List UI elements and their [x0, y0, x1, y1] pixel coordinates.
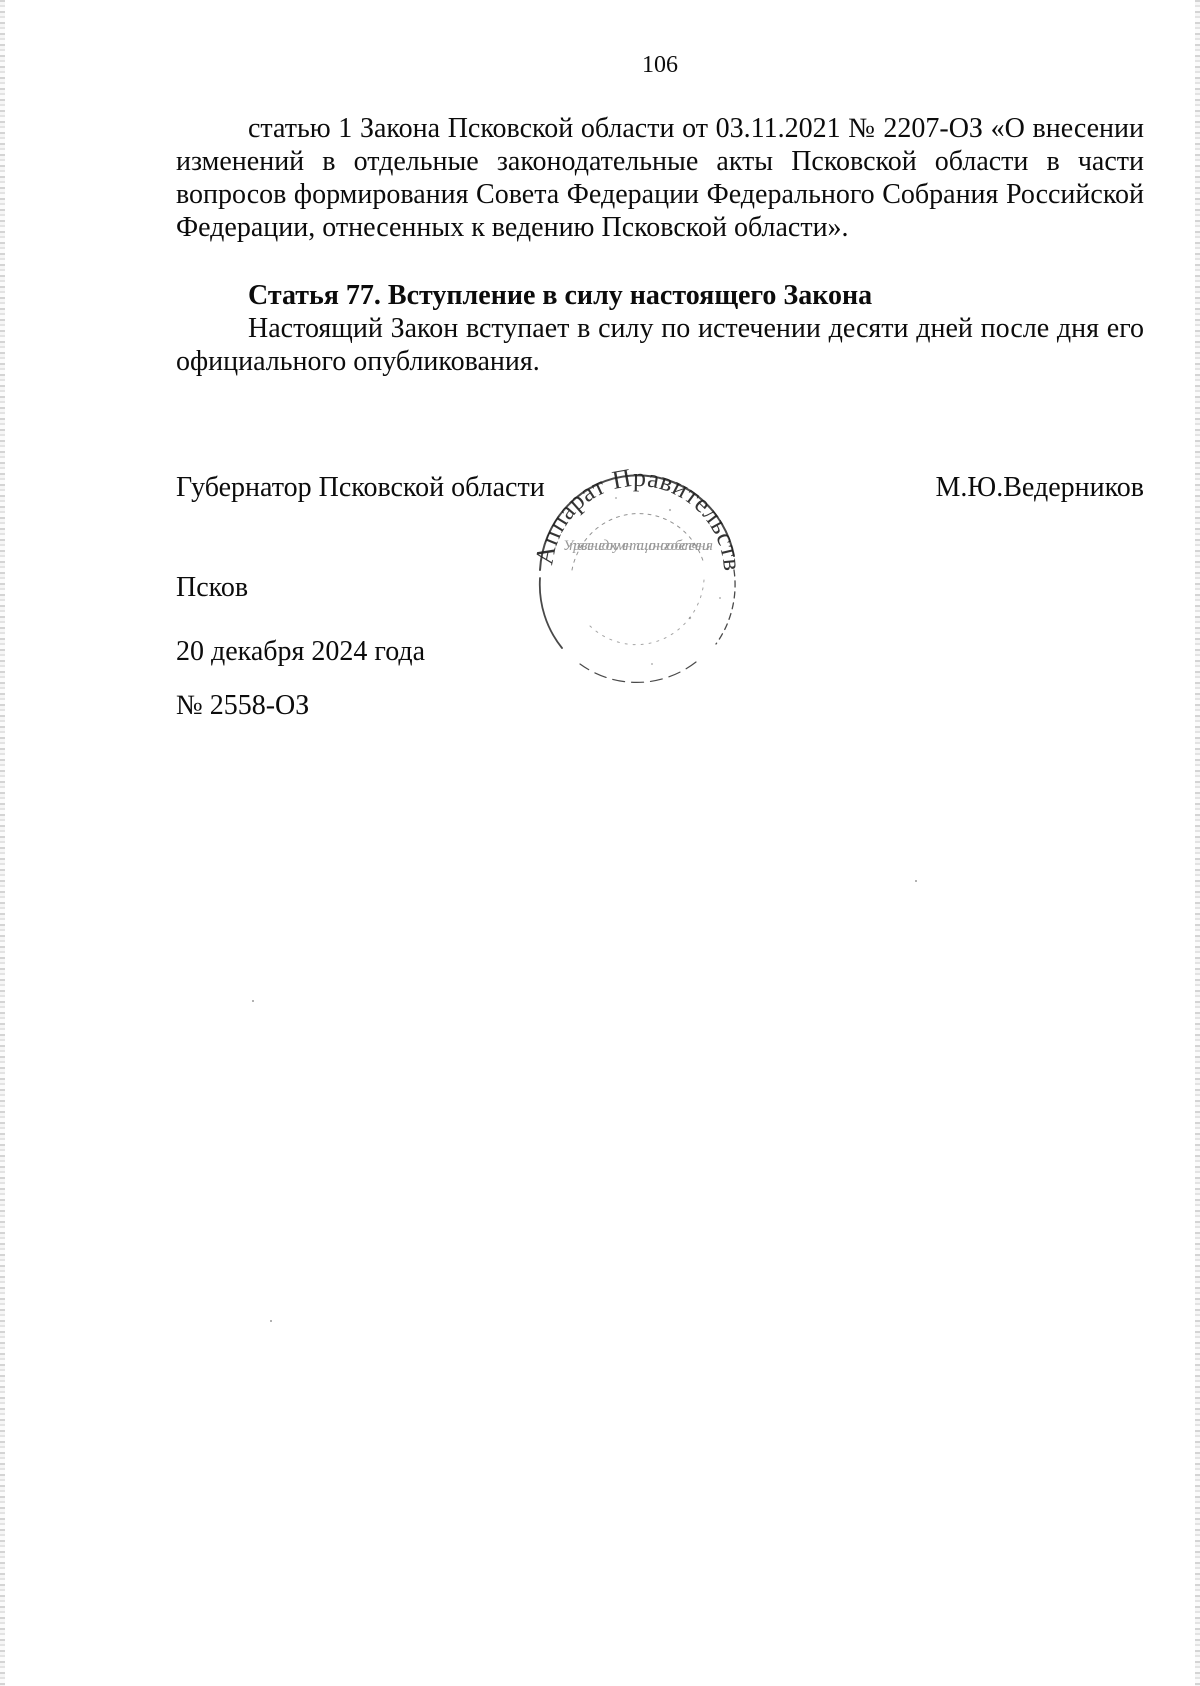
- article-heading: Статья 77. Вступление в силу настоящего Закона: [248, 280, 873, 311]
- law-number-label: № 2558-ОЗ: [176, 690, 310, 721]
- stamp-svg: [520, 458, 760, 686]
- scan-speck: [915, 880, 917, 882]
- document-body: [176, 112, 1144, 378]
- signatory-title: Губернатор Псковской области: [176, 472, 545, 503]
- scan-speck: [252, 1000, 254, 1002]
- svg-text:Аппарат Правительства Псковско: [520, 458, 747, 572]
- stamp-outer-text: Аппарат Правительств: [529, 462, 748, 573]
- paragraph-repeal-reference: статью 1 Закона Псковской области от 03.11.2021 № 2207-ОЗ «О внесении изменений в отдельные законодательные акты Псковской области в части вопросов формирования Совета Федерации Федерального Собрания Российской Федерации, отнесенных к ведению Псковской области».: [176, 113, 1144, 243]
- signatory-name: М.Ю.Ведерников: [935, 472, 1144, 503]
- city-label: Псков: [176, 572, 249, 603]
- stamp-inner-text: Управление документационного обеспечения: [563, 538, 713, 554]
- scan-edge-left: [0, 0, 5, 1686]
- page-number: 106: [642, 52, 678, 78]
- official-seal-stamp: [520, 458, 760, 686]
- scan-speck: [270, 1320, 272, 1322]
- date-label: 20 декабря 2024 года: [176, 636, 426, 667]
- scan-edge-right: [1195, 0, 1200, 1686]
- paragraph-entry-into-force: Настоящий Закон вступает в силу по истечении десяти дней после дня его официального опубликования.: [176, 313, 1144, 377]
